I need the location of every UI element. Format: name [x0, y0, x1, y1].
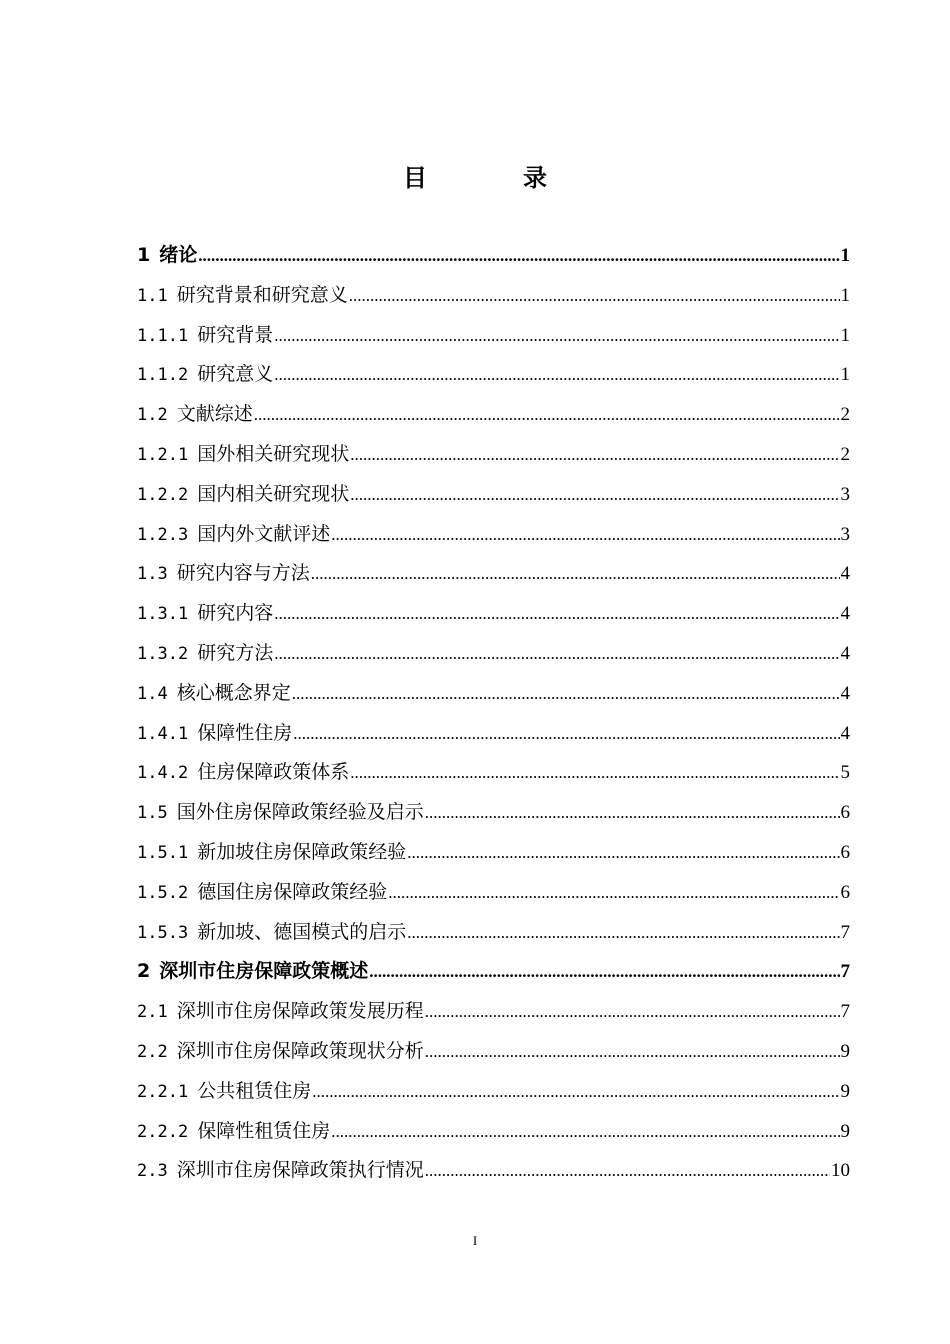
- toc-leader-dots: [274, 594, 839, 634]
- page-number: I: [472, 1233, 478, 1248]
- toc-entry-page: 5: [840, 762, 850, 784]
- toc-entry-number: 1.5: [137, 803, 168, 824]
- toc-leader-dots: [331, 515, 839, 555]
- toc-entry-page: 4: [840, 682, 850, 704]
- toc-entry-label: 深圳市住房保障政策发展历程: [176, 1000, 424, 1023]
- toc-entry-label: 国内相关研究现状: [197, 482, 350, 505]
- toc-entry[interactable]: [137, 594, 850, 634]
- toc-entry-label: 研究方法: [197, 641, 274, 664]
- toc-entry-label: 深圳市住房保障政策概述: [159, 960, 369, 983]
- toc-entry-label: 保障性住房: [197, 721, 293, 744]
- toc-entry-page: 3: [840, 483, 850, 505]
- toc-entry[interactable]: [137, 793, 850, 833]
- toc-leader-dots: [274, 634, 839, 674]
- toc-entry-label: 住房保障政策体系: [197, 761, 350, 784]
- toc-entry-number: 1.3.2: [137, 643, 189, 664]
- toc-entry-label: 研究背景和研究意义: [176, 283, 348, 306]
- toc-entry[interactable]: [137, 952, 850, 992]
- toc-entry-number: 2.1: [137, 1002, 168, 1023]
- toc-entry-number: 1.2.3: [137, 524, 189, 545]
- toc-entry-page: 4: [840, 603, 850, 625]
- toc-entry-page: 9: [840, 1120, 850, 1142]
- toc-leader-dots: [350, 475, 839, 515]
- toc-entry-label: 绪论: [159, 244, 198, 266]
- toc-entry-number: 1.1: [137, 285, 168, 306]
- toc-entry-label: 新加坡住房保障政策经验: [197, 840, 407, 863]
- toc-entry[interactable]: [137, 1151, 850, 1191]
- toc-entry-page: 1: [840, 324, 850, 346]
- toc-entry[interactable]: [137, 515, 850, 555]
- page-title: 目 录: [403, 164, 583, 192]
- toc-leader-dots: [407, 833, 839, 873]
- toc-leader-dots: [293, 714, 839, 754]
- toc-entry[interactable]: [137, 992, 850, 1032]
- toc-entry[interactable]: [137, 276, 850, 316]
- toc-entry-page: 9: [840, 1080, 850, 1102]
- toc-entry-label: 国内外文献评述: [197, 522, 331, 545]
- toc-leader-dots: [312, 1072, 839, 1112]
- toc-leader-dots: [425, 992, 840, 1032]
- toc-leader-dots: [311, 554, 840, 594]
- toc-leader-dots: [254, 395, 840, 435]
- toc-entry-label: 德国住房保障政策经验: [197, 880, 388, 903]
- toc-entry[interactable]: [137, 1072, 850, 1112]
- toc-entry[interactable]: [137, 873, 850, 913]
- toc-entry[interactable]: [137, 634, 850, 674]
- toc-entry-label: 保障性租赁住房: [197, 1119, 331, 1142]
- toc-entry[interactable]: [137, 236, 850, 276]
- toc-entry-number: 1.5.2: [137, 882, 189, 903]
- toc-entry-page: 1: [840, 245, 850, 266]
- toc-entry-page: 1: [840, 364, 850, 386]
- toc-entry-label: 研究背景: [197, 323, 274, 346]
- toc-leader-dots: [198, 236, 839, 276]
- toc-entry-page: 6: [840, 841, 850, 863]
- toc-entry-label: 公共租赁住房: [197, 1079, 312, 1102]
- toc-entry-number: 1.3: [137, 564, 168, 585]
- toc-entry[interactable]: [137, 395, 850, 435]
- toc-entry[interactable]: [137, 833, 850, 873]
- toc-leader-dots: [274, 355, 839, 395]
- table-of-contents: [137, 236, 850, 1191]
- toc-entry-label: 研究意义: [197, 363, 274, 386]
- toc-entry-number: 1.3.1: [137, 604, 189, 625]
- toc-entry-label: 核心概念界定: [176, 681, 291, 704]
- toc-entry-page: 4: [840, 563, 850, 585]
- toc-entry-number: 1: [137, 244, 151, 266]
- toc-entry-label: 研究内容与方法: [176, 562, 310, 585]
- toc-entry-number: 1.4.1: [137, 723, 189, 744]
- toc-leader-dots: [274, 316, 839, 356]
- toc-leader-dots: [350, 753, 839, 793]
- toc-leader-dots: [425, 1151, 830, 1191]
- toc-entry-page: 9: [840, 1040, 850, 1062]
- toc-entry[interactable]: [137, 714, 850, 754]
- toc-leader-dots: [425, 793, 840, 833]
- toc-entry[interactable]: [137, 674, 850, 714]
- toc-entry-label: 国外住房保障政策经验及启示: [176, 801, 424, 824]
- toc-entry[interactable]: [137, 554, 850, 594]
- toc-entry[interactable]: [137, 1032, 850, 1072]
- toc-entry-number: 1.4: [137, 683, 168, 704]
- toc-leader-dots: [350, 435, 839, 475]
- toc-entry-label: 国外相关研究现状: [197, 442, 350, 465]
- toc-entry-number: 1.4.2: [137, 763, 189, 784]
- toc-entry-number: 1.1.1: [137, 325, 189, 346]
- toc-entry-number: 2.2.2: [137, 1121, 189, 1142]
- toc-entry-number: 1.5.1: [137, 842, 189, 863]
- toc-entry[interactable]: [137, 355, 850, 395]
- toc-leader-dots: [407, 913, 839, 953]
- toc-entry-page: 6: [840, 881, 850, 903]
- toc-entry[interactable]: [137, 475, 850, 515]
- toc-entry-number: 1.1.2: [137, 365, 189, 386]
- toc-entry-page: 10: [831, 1160, 850, 1182]
- toc-leader-dots: [331, 1112, 839, 1152]
- toc-entry-label: 深圳市住房保障政策现状分析: [176, 1039, 424, 1062]
- toc-entry-number: 1.2: [137, 405, 168, 426]
- toc-entry-page: 2: [840, 404, 850, 426]
- toc-leader-dots: [369, 952, 839, 992]
- toc-entry[interactable]: [137, 1112, 850, 1152]
- toc-entry-page: 7: [840, 921, 850, 943]
- toc-entry[interactable]: [137, 435, 850, 475]
- toc-entry-page: 7: [840, 1001, 850, 1023]
- toc-entry-page: 1: [840, 284, 850, 306]
- toc-entry-number: 2.2: [137, 1041, 168, 1062]
- toc-entry-page: 7: [840, 961, 850, 983]
- toc-entry[interactable]: [137, 316, 850, 356]
- toc-entry-number: 2.3: [137, 1161, 168, 1182]
- toc-entry[interactable]: [137, 753, 850, 793]
- toc-entry-label: 研究内容: [197, 602, 274, 625]
- toc-entry-page: 3: [840, 523, 850, 545]
- toc-entry-number: 1.5.3: [137, 922, 189, 943]
- toc-leader-dots: [349, 276, 840, 316]
- toc-entry-page: 4: [840, 722, 850, 744]
- toc-entry[interactable]: [137, 913, 850, 953]
- toc-entry-page: 6: [840, 802, 850, 824]
- toc-leader-dots: [425, 1032, 840, 1072]
- toc-entry-label: 文献综述: [176, 403, 253, 426]
- toc-entry-page: 4: [840, 642, 850, 664]
- toc-entry-label: 深圳市住房保障政策执行情况: [176, 1159, 424, 1182]
- toc-entry-number: 1.2.2: [137, 484, 189, 505]
- toc-entry-number: 2.2.1: [137, 1081, 189, 1102]
- toc-entry-number: 1.2.1: [137, 444, 189, 465]
- toc-entry-page: 2: [840, 443, 850, 465]
- toc-entry-number: 2: [137, 960, 151, 983]
- toc-leader-dots: [388, 873, 839, 913]
- toc-leader-dots: [292, 674, 840, 714]
- toc-entry-label: 新加坡、德国模式的启示: [197, 920, 407, 943]
